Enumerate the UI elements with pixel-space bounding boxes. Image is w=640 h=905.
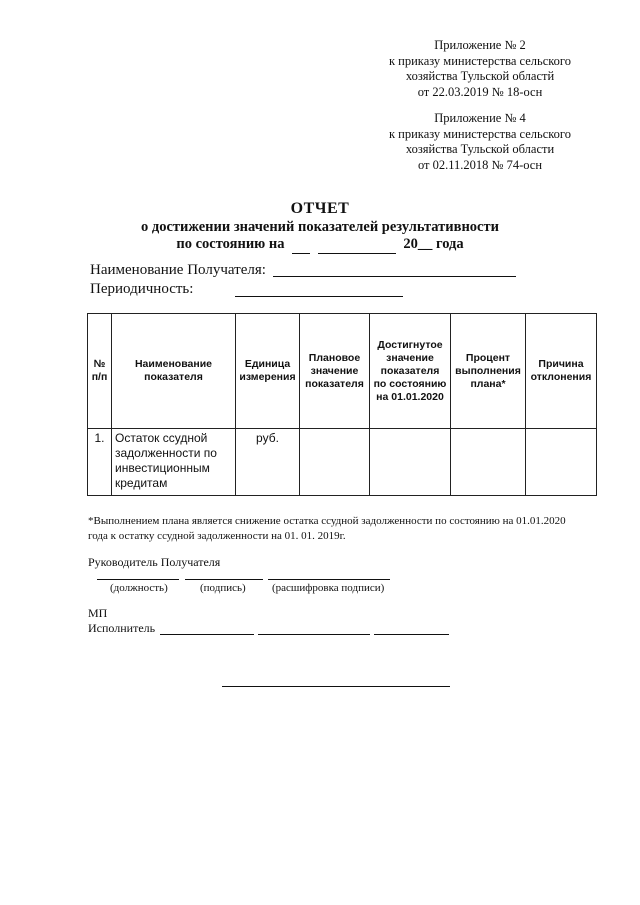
periodicity-label: Периодичность: [90,281,194,297]
header-deviation-reason: Причина отклонения [526,314,597,429]
appendix-1-line-2: к приказу министерства сельского [388,53,571,68]
day-blank-line [292,236,310,254]
position-caption: (должность) [110,582,168,594]
header-number: № п/п [88,314,112,429]
executor-line-2 [258,633,370,635]
appendix-1-line-3: хозяйства Тульской областй [405,69,555,83]
periodicity-blank-line [235,295,403,297]
appendix-2-line-1: Приложение № 4 [434,111,526,125]
appendix-1-line-4: от 22.03.2019 № 18-осн [417,84,543,99]
cell-achieved-value [370,429,451,496]
appendix-2-line-2: к приказу министерства сельского [388,126,571,141]
footnote: *Выполнением плана является снижение остатка ссудной задолженности по состоянию на 01.01.2020 года к остатку ссудной задолженности на 01. 01. 2019г. [88,515,566,542]
appendix-1-line-1: Приложение № 2 [434,38,526,52]
header-achieved-value: Достигнутое значение показателя по состоянию на 01.01.2020 [370,314,451,429]
cell-deviation-reason [526,429,597,496]
cell-number: 1. [88,429,112,496]
month-blank-line [318,236,396,254]
header-indicator-name: Наименование показателя [112,314,236,429]
report-title: ОТЧЕТ [290,200,350,217]
header-unit: Единица измерения [236,314,300,429]
cell-unit: руб. [236,429,300,496]
cell-indicator-name: Остаток ссудной задолженности по инвестиционным кредитам [112,429,236,496]
appendix-2-line-4: от 02.11.2018 № 74-осн [417,157,543,172]
report-subtitle: о достижении значений показателей результативности [141,219,499,235]
decode-line [268,578,390,580]
decode-caption: (расшифровка подписи) [272,582,385,594]
cell-planned-value [300,429,370,496]
indicators-table [87,313,597,496]
executor-line-1 [160,633,254,635]
table-row [88,429,597,496]
appendix-2-line-3: хозяйства Тульской области [405,142,555,156]
position-line [97,578,179,580]
cell-completion-percent [451,429,526,496]
head-label: Руководитель Получателя [88,555,221,569]
appendix-block-2 [380,111,580,173]
table-header-row [88,314,597,429]
header-planned-value: Плановое значение показателя [300,314,370,429]
stamp-label: МП [88,606,108,620]
sign-caption: (подпись) [200,582,246,594]
report-year: 20__ года [403,236,464,252]
recipient-blank-line [273,275,516,277]
appendix-block-1 [380,38,580,100]
recipient-label: Наименование Получателя: [90,262,266,278]
executor-label: Исполнитель [88,621,156,635]
sign-line [185,578,263,580]
report-date-label: по состоянию на [176,236,285,252]
executor-line-3 [374,633,449,635]
report-date-line [0,236,640,254]
bottom-rule [222,685,450,687]
header-completion-percent: Процент выполнения плана* [451,314,526,429]
